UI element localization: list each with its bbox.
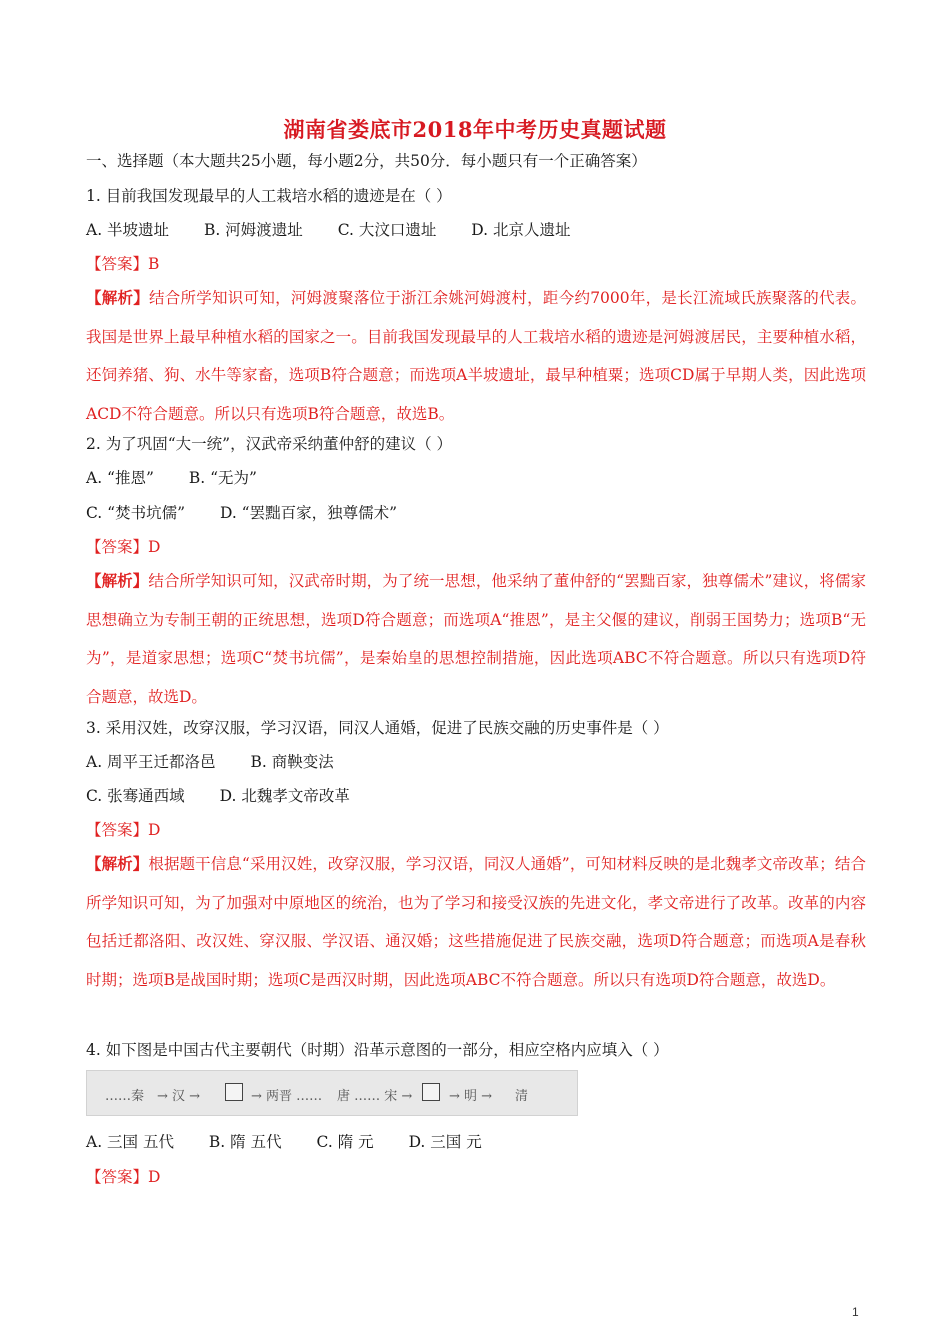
option-d: D. “罢黜百家，独尊儒术”: [219, 504, 398, 522]
question-4-options: [86, 1132, 512, 1152]
option-c: C. 大汶口遗址: [337, 221, 437, 239]
option-b: B. 商鞅变法: [250, 753, 334, 771]
blank-box-2: [422, 1083, 440, 1101]
timeline-qing: 清: [515, 1089, 529, 1104]
question-1-options: [86, 220, 601, 240]
analysis-label: 【解析】: [86, 854, 149, 873]
question-3-stem: 3. 采用汉姓，改穿汉服，学习汉语，同汉人通婚，促进了民族交融的历史事件是（ ）: [86, 719, 669, 737]
option-d: D. 北京人遗址: [471, 221, 571, 239]
dynasty-timeline-figure: [86, 1070, 578, 1116]
option-b: B. 隋 五代: [208, 1133, 282, 1151]
analysis-label: 【解析】: [86, 571, 149, 590]
option-a: A. 三国 五代: [86, 1133, 174, 1151]
option-c: C. “焚书坑儒”: [86, 504, 186, 522]
question-2-options-row2: [86, 503, 427, 523]
analysis-text: 结合所学知识可知，汉武帝时期，为了统一思想，他采纳了董仲舒的“罢黜百家，独尊儒术”建议，将儒家思想确立为专制王朝的正统思想，选项D符合题意；而选项A“推恩”，是主父偃的建议，削弱王国势力；选项B“无为”，是道家思想；选项C“焚书坑儒”，是秦始皇的思想控制措施，因此选项ABC不符合题意。所以只有选项D符合题意，故选D。: [86, 572, 866, 706]
question-2-stem: 2. 为了巩固“大一统”，汉武帝采纳董仲舒的建议（ ）: [86, 435, 452, 453]
question-2-answer: 【答案】D: [86, 538, 161, 556]
timeline-tang-song: 唐 …… 宋 →: [337, 1089, 413, 1104]
option-a: A. “推恩”: [86, 469, 154, 487]
option-d: D. 三国 元: [408, 1133, 482, 1151]
option-c: C. 隋 元: [316, 1133, 374, 1151]
question-3-options-row1: [86, 752, 364, 772]
option-c: C. 张骞通西域: [86, 787, 185, 805]
page-number: 1: [852, 1305, 859, 1319]
blank-box-1: [225, 1083, 243, 1101]
timeline-ming: → 明 →: [449, 1089, 493, 1104]
question-3-options-row2: [86, 786, 380, 806]
timeline-jin: → 两晋 ……: [251, 1089, 323, 1104]
question-3-answer: 【答案】D: [86, 821, 161, 839]
question-2-analysis: [86, 562, 866, 716]
page-title: 湖南省娄底市2018年中考历史真题试题: [283, 117, 667, 142]
question-3-analysis: [86, 845, 866, 999]
option-b: B. “无为”: [188, 469, 257, 487]
question-1-answer: 【答案】B: [86, 255, 160, 273]
question-1-stem: 1. 目前我国发现最早的人工栽培水稻的遗迹是在（ ）: [86, 187, 452, 205]
option-a: A. 周平王迁都洛邑: [86, 753, 216, 771]
option-d: D. 北魏孝文帝改革: [219, 787, 350, 805]
analysis-text: 根据题干信息“采用汉姓，改穿汉服，学习汉语，同汉人通婚”，可知材料反映的是北魏孝文帝改革；结合所学知识可知，为了加强对中原地区的统治，也为了学习和接受汉族的先进文化，孝文帝进行了改革。改革的内容包括迁都洛阳、改汉姓、穿汉服、学汉语、通汉婚；这些措施促进了民族交融，选项D符合题意；而选项A是春秋时期；选项B是战国时期；选项C是西汉时期，因此选项ABC不符合题意。所以只有选项D符合题意，故选D。: [86, 855, 866, 989]
question-1-analysis: [86, 279, 866, 433]
analysis-text: 结合所学知识可知，河姆渡聚落位于浙江余姚河姆渡村，距今约7000年，是长江流域氏族聚落的代表。我国是世界上最早种植水稻的国家之一。目前我国发现最早的人工栽培水稻的遗迹是河姆渡居民，主要种植水稻，还饲养猪、狗、水牛等家畜，选项B符合题意；而选项A半坡遗址，最早种植粟；选项CD属于早期人类，因此选项ACD不符合题意。所以只有选项B符合题意，故选B。: [86, 289, 866, 423]
question-2-options-row1: [86, 468, 287, 488]
section-heading: 一、选择题（本大题共25小题，每小题2分，共50分．每小题只有一个正确答案）: [86, 152, 647, 170]
timeline-han: → 汉 →: [157, 1089, 201, 1104]
option-b: B. 河姆渡遗址: [204, 221, 303, 239]
analysis-label: 【解析】: [86, 288, 150, 307]
option-a: A. 半坡遗址: [86, 221, 170, 239]
question-4-stem: 4. 如下图是中国古代主要朝代（时期）沿革示意图的一部分，相应空格内应填入（ ）: [86, 1041, 669, 1059]
question-4-answer: 【答案】D: [86, 1168, 161, 1186]
timeline-qin: ……秦: [105, 1089, 145, 1104]
